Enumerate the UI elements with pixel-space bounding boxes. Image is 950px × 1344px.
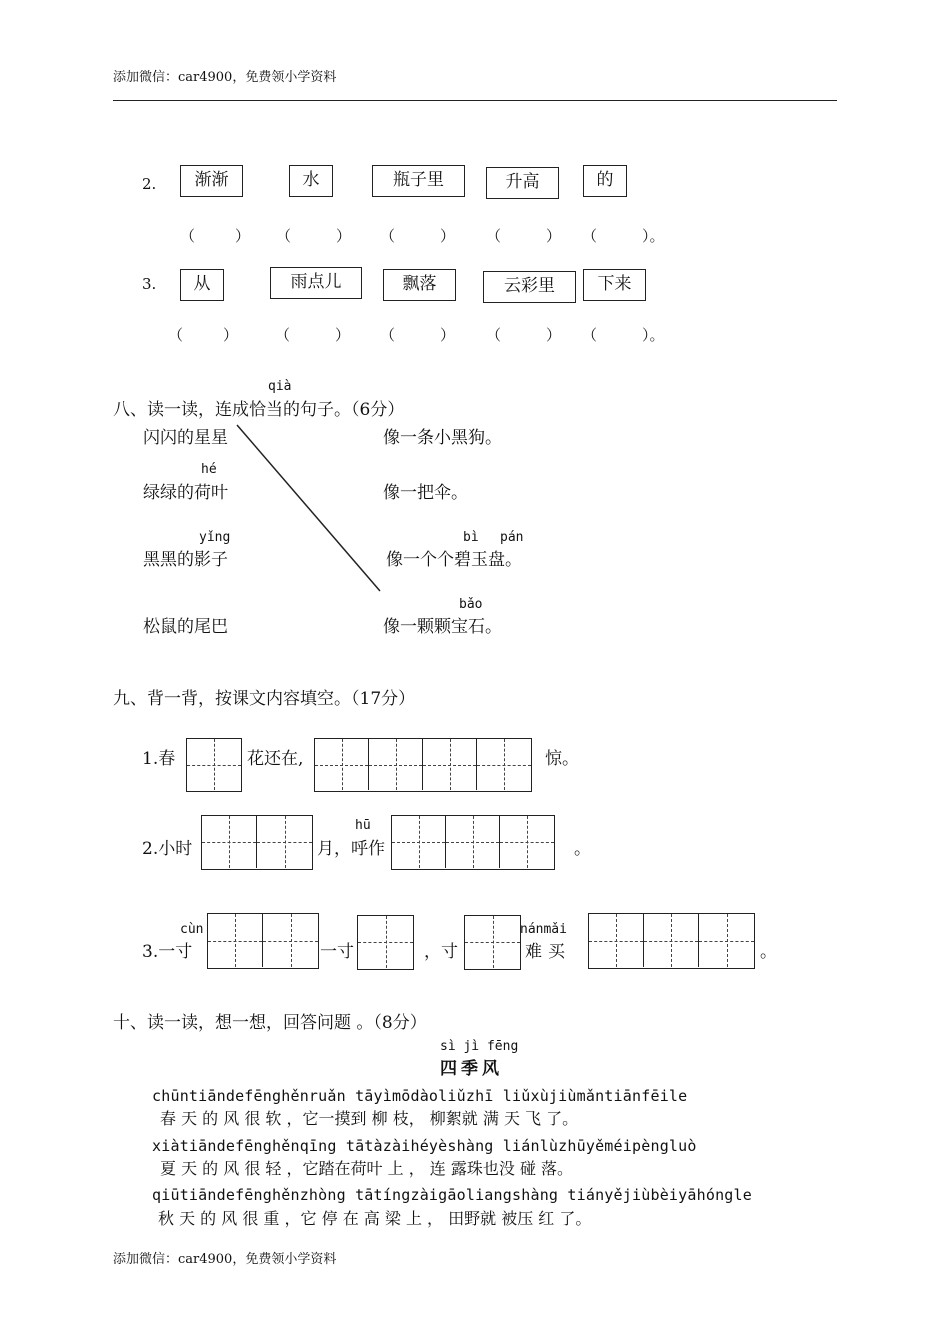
writing-cell[interactable] — [187, 739, 241, 790]
poem-text-line: 夏 天 的 风 很 轻 ，它踏在荷叶 上 ， 连 露珠也没 碰 落。 — [160, 1159, 574, 1178]
writing-cell[interactable] — [423, 739, 477, 790]
match-right-item[interactable]: 像一个个碧玉盘。 — [386, 550, 522, 570]
writing-cell[interactable] — [699, 914, 754, 967]
writing-cell[interactable] — [358, 916, 413, 968]
word-card: 飘落 — [383, 269, 456, 301]
fill-line-2-prefix: 2.小时 — [142, 839, 193, 859]
fill-line-1-mid: 花还在, — [247, 749, 304, 769]
writing-cell[interactable] — [446, 816, 500, 868]
match-right-item[interactable]: 像一颗颗宝石。 — [383, 617, 502, 637]
writing-grid[interactable] — [201, 815, 313, 870]
fill-line-2-mid: 月，呼作 — [317, 839, 385, 859]
pinyin-annotation: sì jì fēng — [440, 1039, 519, 1054]
poem-pinyin-line: xiàtiāndefēnghěnqīng tātàzàihéyèshàng liánlùzhūyěméipèngluò — [152, 1137, 697, 1155]
answer-paren[interactable]: （ ） — [276, 227, 352, 245]
pinyin-annotation: pán — [500, 530, 524, 545]
word-card: 的 — [583, 165, 627, 197]
answer-paren[interactable]: （ ） — [275, 326, 351, 344]
word-card: 从 — [180, 269, 224, 301]
writing-cell[interactable] — [208, 914, 263, 967]
q7-row3-number: 3. — [142, 275, 157, 293]
writing-cell[interactable] — [263, 914, 318, 967]
match-right-item[interactable]: 像一把伞。 — [383, 483, 468, 503]
word-card: 雨点儿 — [270, 267, 362, 299]
poem-pinyin-line: chūntiāndefēnghěnruǎn tāyìmōdàoliǔzhī liǔxùjiùmǎntiānfēile — [152, 1087, 688, 1105]
pinyin-annotation: qià — [268, 379, 292, 394]
writing-grid[interactable] — [207, 913, 319, 969]
pinyin-annotation: yǐng — [199, 530, 231, 545]
writing-grid[interactable] — [391, 815, 555, 870]
writing-grid[interactable] — [314, 738, 532, 792]
q7-row2-number: 2. — [142, 175, 157, 193]
writing-grid[interactable] — [357, 915, 414, 970]
fill-line-3-mid: 一寸 — [320, 942, 354, 962]
word-card: 水 — [289, 165, 333, 197]
pinyin-annotation: bǎo — [459, 597, 483, 612]
answer-paren[interactable]: （ ） — [168, 326, 239, 344]
poem-pinyin-line: qiūtiāndefēnghěnzhòng tātíngzàigāoliangshàng tiányějiùbèiyāhóngle — [152, 1186, 752, 1204]
writing-cell[interactable] — [369, 739, 423, 790]
word-card: 瓶子里 — [372, 165, 465, 197]
poem-title: 四季风 — [440, 1059, 503, 1079]
word-card: 下来 — [583, 269, 646, 301]
fill-line-3-suffix: 。 — [760, 942, 777, 962]
answer-paren[interactable]: （ ） — [380, 227, 456, 245]
writing-cell[interactable] — [465, 916, 520, 968]
word-card: 渐渐 — [180, 165, 243, 197]
writing-grid[interactable] — [186, 738, 242, 792]
match-left-item[interactable]: 黑黑的影子 — [143, 550, 228, 570]
pinyin-annotation: hé — [201, 462, 217, 477]
writing-cell[interactable] — [500, 816, 554, 868]
writing-cell[interactable] — [392, 816, 446, 868]
match-left-item[interactable]: 绿绿的荷叶 — [143, 483, 228, 503]
writing-cell[interactable] — [315, 739, 369, 790]
writing-grid[interactable] — [588, 913, 755, 969]
fill-line-3-prefix: 3.一寸 — [142, 942, 193, 962]
answer-paren[interactable]: （ ） — [486, 227, 562, 245]
pinyin-annotation: nánmǎi — [520, 922, 567, 937]
fill-line-1-suffix: 惊。 — [545, 749, 579, 769]
fill-line-3-mid3: 难买 — [525, 942, 571, 962]
header-text: 添加微信：car4900，免费领小学资料 — [113, 70, 337, 85]
answer-paren[interactable]: （ ）。 — [582, 326, 665, 344]
footer-text: 添加微信：car4900，免费领小学资料 — [113, 1252, 337, 1267]
fill-line-3-mid2: ，寸 — [424, 942, 458, 962]
answer-paren[interactable]: （ ） — [180, 227, 251, 245]
word-card: 云彩里 — [483, 271, 576, 303]
answer-paren[interactable]: （ ）。 — [582, 227, 665, 245]
q8-title: 八、读一读，连成恰当的句子。（6分） — [113, 400, 405, 420]
word-card: 升高 — [486, 167, 559, 199]
match-right-item[interactable]: 像一条小黑狗。 — [383, 428, 502, 448]
pinyin-annotation: bì — [463, 530, 479, 545]
writing-cell[interactable] — [202, 816, 257, 868]
match-left-item[interactable]: 闪闪的星星 — [143, 428, 228, 448]
fill-line-1-prefix: 1.春 — [142, 749, 176, 769]
q10-title: 十、读一读，想一想，回答问题 。（8分） — [113, 1013, 427, 1033]
writing-cell[interactable] — [477, 739, 531, 790]
writing-cell[interactable] — [257, 816, 312, 868]
poem-text-line: 秋 天 的 风 很 重 ，它 停 在 高 梁 上 ， 田野就 被压 红 了。 — [158, 1209, 592, 1228]
answer-paren[interactable]: （ ） — [380, 326, 456, 344]
q9-title: 九、背一背，按课文内容填空。（17分） — [113, 689, 416, 709]
answer-paren[interactable]: （ ） — [486, 326, 562, 344]
writing-cell[interactable] — [589, 914, 644, 967]
fill-line-2-suffix: 。 — [574, 839, 591, 859]
match-left-item[interactable]: 松鼠的尾巴 — [143, 617, 228, 637]
poem-text-line: 春 天 的 风 很 软 ，它一摸到 柳 枝， 柳絮就 满 天 飞 了。 — [160, 1109, 579, 1128]
pinyin-annotation: hū — [355, 818, 371, 833]
writing-grid[interactable] — [464, 915, 521, 970]
writing-cell[interactable] — [644, 914, 699, 967]
pinyin-annotation: cùn — [180, 922, 204, 937]
